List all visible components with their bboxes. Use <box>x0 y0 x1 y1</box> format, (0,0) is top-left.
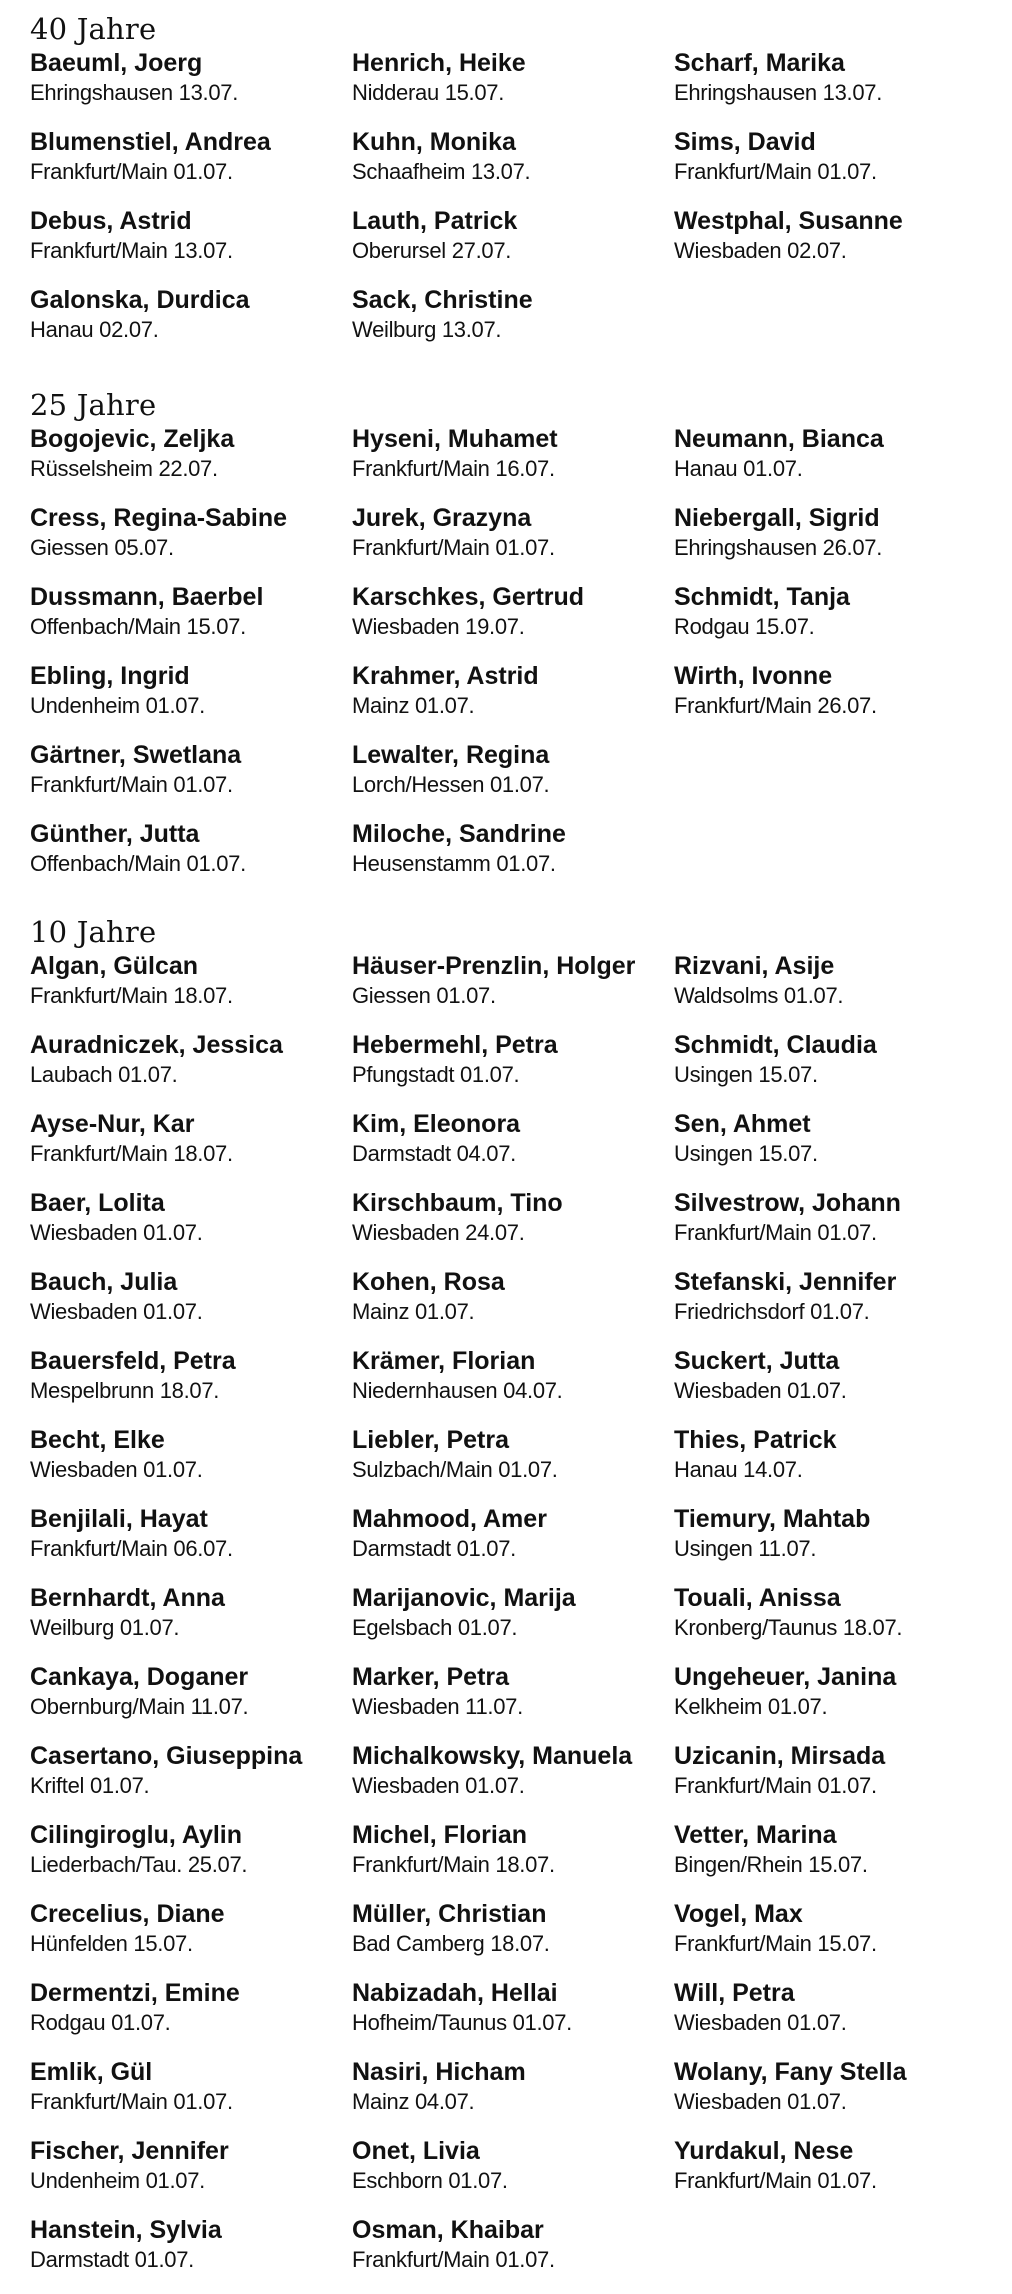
place-and-date: Liederbach/Tau. 25.07. <box>30 1852 248 1877</box>
person-name: Wolany, Fany Stella <box>674 2058 907 2086</box>
person-name: Suckert, Jutta <box>674 1347 840 1375</box>
place-and-date: Giessen 05.07. <box>30 535 174 560</box>
person-name: Silvestrow, Johann <box>674 1189 901 1217</box>
list-item <box>352 951 674 1030</box>
list-item <box>352 740 674 819</box>
place-and-date: Pfungstadt 01.07. <box>352 1062 520 1087</box>
list-item <box>674 951 990 1030</box>
place-and-date: Oberursel 27.07. <box>352 238 512 263</box>
person-name: Cankaya, Doganer <box>30 1663 249 1691</box>
list-item <box>352 1030 674 1109</box>
place-and-date: Hofheim/Taunus 01.07. <box>352 2010 572 2035</box>
section-title: 10 Jahre <box>30 915 157 949</box>
place-and-date: Eschborn 01.07. <box>352 2168 508 2193</box>
person-name: Touali, Anissa <box>674 1584 841 1612</box>
person-name: Galonska, Durdica <box>30 286 250 314</box>
place-and-date: Mainz 04.07. <box>352 2089 475 2114</box>
place-and-date: Offenbach/Main 01.07. <box>30 851 246 876</box>
list-item <box>352 424 674 503</box>
place-and-date: Ehringshausen 13.07. <box>30 80 239 105</box>
list-item <box>674 424 990 503</box>
person-name: Bauch, Julia <box>30 1268 178 1296</box>
place-and-date: Offenbach/Main 15.07. <box>30 614 246 639</box>
list-item <box>352 661 674 740</box>
person-name: Stefanski, Jennifer <box>674 1268 897 1296</box>
list-item <box>30 1267 352 1346</box>
place-and-date: Hanau 02.07. <box>30 317 159 342</box>
list-item <box>30 582 352 661</box>
person-name: Marijanovic, Marija <box>352 1584 576 1612</box>
list-item <box>30 1425 352 1504</box>
place-and-date: Wiesbaden 01.07. <box>30 1457 203 1482</box>
place-and-date: Niedernhausen 04.07. <box>352 1378 563 1403</box>
list-item <box>352 1978 674 2057</box>
place-and-date: Wiesbaden 01.07. <box>30 1220 203 1245</box>
place-and-date: Darmstadt 04.07. <box>352 1141 516 1166</box>
name-grid <box>30 424 990 898</box>
place-and-date: Waldsolms 01.07. <box>674 983 844 1008</box>
list-item <box>30 1978 352 2057</box>
list-item <box>674 1425 990 1504</box>
list-item <box>674 503 990 582</box>
place-and-date: Frankfurt/Main 01.07. <box>674 2168 877 2193</box>
list-item <box>352 127 674 206</box>
person-name: Nabizadah, Hellai <box>352 1979 558 2007</box>
place-and-date: Usingen 11.07. <box>674 1536 817 1561</box>
person-name: Neumann, Bianca <box>674 425 884 453</box>
place-and-date: Wiesbaden 19.07. <box>352 614 525 639</box>
place-and-date: Rodgau 01.07. <box>30 2010 171 2035</box>
person-name: Benjilali, Hayat <box>30 1505 208 1533</box>
place-and-date: Frankfurt/Main 15.07. <box>674 1931 877 1956</box>
place-and-date: Kriftel 01.07. <box>30 1773 150 1798</box>
person-name: Emlik, Gül <box>30 2058 153 2086</box>
place-and-date: Wiesbaden 01.07. <box>674 1378 847 1403</box>
list-item <box>352 1820 674 1899</box>
list-item <box>30 1741 352 1820</box>
person-name: Müller, Christian <box>352 1900 547 1928</box>
person-name: Kuhn, Monika <box>352 128 516 156</box>
place-and-date: Kelkheim 01.07. <box>674 1694 828 1719</box>
list-item <box>352 1583 674 1662</box>
place-and-date: Friedrichsdorf 01.07. <box>674 1299 870 1324</box>
list-item <box>674 1820 990 1899</box>
place-and-date: Rodgau 15.07. <box>674 614 815 639</box>
person-name: Lewalter, Regina <box>352 741 550 769</box>
person-name: Ayse-Nur, Kar <box>30 1110 195 1138</box>
person-name: Liebler, Petra <box>352 1426 510 1454</box>
list-item <box>352 1899 674 1978</box>
list-item <box>30 48 352 127</box>
person-name: Schmidt, Tanja <box>674 583 850 611</box>
place-and-date: Darmstadt 01.07. <box>352 1536 516 1561</box>
person-name: Yurdakul, Nese <box>674 2137 854 2165</box>
person-name: Ungeheuer, Janina <box>674 1663 897 1691</box>
place-and-date: Frankfurt/Main 01.07. <box>352 2247 555 2272</box>
list-item <box>674 1030 990 1109</box>
person-name: Lauth, Patrick <box>352 207 518 235</box>
person-name: Onet, Livia <box>352 2137 480 2165</box>
list-item <box>30 1030 352 1109</box>
list-item <box>352 582 674 661</box>
place-and-date: Mainz 01.07. <box>352 693 475 718</box>
list-item <box>30 740 352 819</box>
place-and-date: Rüsselsheim 22.07. <box>30 456 218 481</box>
place-and-date: Wiesbaden 24.07. <box>352 1220 525 1245</box>
place-and-date: Frankfurt/Main 01.07. <box>674 1773 877 1798</box>
place-and-date: Wiesbaden 01.07. <box>674 2010 847 2035</box>
person-name: Bernhardt, Anna <box>30 1584 225 1612</box>
list-item <box>352 819 674 898</box>
list-item <box>352 206 674 285</box>
person-name: Wirth, Ivonne <box>674 662 833 690</box>
list-item <box>30 951 352 1030</box>
person-name: Nasiri, Hicham <box>352 2058 526 2086</box>
list-item <box>352 2057 674 2136</box>
person-name: Cilingiroglu, Aylin <box>30 1821 243 1849</box>
place-and-date: Hünfelden 15.07. <box>30 1931 193 1956</box>
list-item <box>30 503 352 582</box>
list-item <box>674 1346 990 1425</box>
person-name: Westphal, Susanne <box>674 207 903 235</box>
person-name: Auradniczek, Jessica <box>30 1031 283 1059</box>
person-name: Vogel, Max <box>674 1900 803 1928</box>
place-and-date: Frankfurt/Main 01.07. <box>352 535 555 560</box>
anniversary-section <box>30 913 990 2294</box>
person-name: Becht, Elke <box>30 1426 165 1454</box>
list-item <box>674 1899 990 1978</box>
person-name: Scharf, Marika <box>674 49 845 77</box>
person-name: Häuser-Prenzlin, Holger <box>352 952 636 980</box>
person-name: Thies, Patrick <box>674 1426 837 1454</box>
person-name: Baeuml, Joerg <box>30 49 203 77</box>
person-name: Dussmann, Baerbel <box>30 583 264 611</box>
list-item <box>674 1662 990 1741</box>
place-and-date: Frankfurt/Main 13.07. <box>30 238 233 263</box>
section-title: 25 Jahre <box>30 388 157 422</box>
list-item <box>30 661 352 740</box>
list-item <box>674 661 990 740</box>
person-name: Tiemury, Mahtab <box>674 1505 871 1533</box>
list-item <box>30 285 352 364</box>
anniversary-list <box>30 10 990 2294</box>
person-name: Karschkes, Gertrud <box>352 583 585 611</box>
person-name: Kirschbaum, Tino <box>352 1189 563 1217</box>
list-item <box>352 1504 674 1583</box>
person-name: Michel, Florian <box>352 1821 528 1849</box>
list-item <box>352 1188 674 1267</box>
list-item <box>352 2136 674 2215</box>
list-item <box>674 1583 990 1662</box>
list-item <box>352 2215 674 2294</box>
place-and-date: Frankfurt/Main 01.07. <box>30 159 233 184</box>
name-grid <box>30 48 990 364</box>
person-name: Sack, Christine <box>352 286 533 314</box>
place-and-date: Frankfurt/Main 26.07. <box>674 693 877 718</box>
place-and-date: Schaafheim 13.07. <box>352 159 531 184</box>
list-item <box>674 2136 990 2215</box>
place-and-date: Egelsbach 01.07. <box>352 1615 518 1640</box>
place-and-date: Frankfurt/Main 16.07. <box>352 456 555 481</box>
person-name: Bogojevic, Zeljka <box>30 425 235 453</box>
list-item <box>352 1741 674 1820</box>
place-and-date: Mespelbrunn 18.07. <box>30 1378 220 1403</box>
person-name: Gärtner, Swetlana <box>30 741 242 769</box>
place-and-date: Wiesbaden 11.07. <box>352 1694 523 1719</box>
anniversary-section <box>30 10 990 364</box>
person-name: Cress, Regina-Sabine <box>30 504 288 532</box>
list-item <box>674 206 990 285</box>
list-item <box>30 206 352 285</box>
person-name: Debus, Astrid <box>30 207 192 235</box>
list-item <box>674 1741 990 1820</box>
person-name: Uzicanin, Mirsada <box>674 1742 886 1770</box>
list-item <box>352 1425 674 1504</box>
person-name: Marker, Petra <box>352 1663 510 1691</box>
place-and-date: Frankfurt/Main 01.07. <box>674 159 877 184</box>
place-and-date: Frankfurt/Main 06.07. <box>30 1536 233 1561</box>
list-item <box>674 2057 990 2136</box>
place-and-date: Frankfurt/Main 18.07. <box>352 1852 555 1877</box>
person-name: Kohen, Rosa <box>352 1268 505 1296</box>
place-and-date: Frankfurt/Main 18.07. <box>30 1141 233 1166</box>
list-item <box>352 1662 674 1741</box>
place-and-date: Kronberg/Taunus 18.07. <box>674 1615 903 1640</box>
person-name: Niebergall, Sigrid <box>674 504 880 532</box>
place-and-date: Frankfurt/Main 01.07. <box>30 772 233 797</box>
place-and-date: Hanau 14.07. <box>674 1457 803 1482</box>
person-name: Dermentzi, Emine <box>30 1979 240 2007</box>
list-item <box>30 1820 352 1899</box>
list-item <box>30 127 352 206</box>
section-title: 40 Jahre <box>30 12 157 46</box>
place-and-date: Usingen 15.07. <box>674 1141 818 1166</box>
place-and-date: Bad Camberg 18.07. <box>352 1931 550 1956</box>
person-name: Jurek, Grazyna <box>352 504 532 532</box>
list-item <box>30 1188 352 1267</box>
place-and-date: Weilburg 13.07. <box>352 317 502 342</box>
person-name: Sims, David <box>674 128 816 156</box>
person-name: Baer, Lolita <box>30 1189 165 1217</box>
person-name: Miloche, Sandrine <box>352 820 566 848</box>
person-name: Algan, Gülcan <box>30 952 199 980</box>
place-and-date: Heusenstamm 01.07. <box>352 851 556 876</box>
list-item <box>30 1662 352 1741</box>
list-item <box>30 819 352 898</box>
person-name: Fischer, Jennifer <box>30 2137 229 2165</box>
place-and-date: Frankfurt/Main 01.07. <box>674 1220 877 1245</box>
place-and-date: Sulzbach/Main 01.07. <box>352 1457 558 1482</box>
list-item <box>352 503 674 582</box>
place-and-date: Undenheim 01.07. <box>30 693 205 718</box>
person-name: Rizvani, Asije <box>674 952 835 980</box>
place-and-date: Usingen 15.07. <box>674 1062 818 1087</box>
person-name: Ebling, Ingrid <box>30 662 190 690</box>
list-item <box>30 2057 352 2136</box>
list-item <box>30 2136 352 2215</box>
list-item <box>30 1899 352 1978</box>
place-and-date: Darmstadt 01.07. <box>30 2247 194 2272</box>
list-item <box>674 1978 990 2057</box>
list-item <box>30 1346 352 1425</box>
list-item <box>674 1109 990 1188</box>
anniversary-section <box>30 386 990 898</box>
person-name: Günther, Jutta <box>30 820 200 848</box>
list-item <box>674 1267 990 1346</box>
person-name: Krämer, Florian <box>352 1347 536 1375</box>
person-name: Hebermehl, Petra <box>352 1031 558 1059</box>
place-and-date: Lorch/Hessen 01.07. <box>352 772 550 797</box>
person-name: Osman, Khaibar <box>352 2216 544 2244</box>
list-item <box>352 1267 674 1346</box>
person-name: Sen, Ahmet <box>674 1110 811 1138</box>
person-name: Schmidt, Claudia <box>674 1031 877 1059</box>
list-item <box>352 48 674 127</box>
person-name: Hanstein, Sylvia <box>30 2216 222 2244</box>
place-and-date: Wiesbaden 01.07. <box>352 1773 525 1798</box>
list-item <box>674 1188 990 1267</box>
place-and-date: Giessen 01.07. <box>352 983 496 1008</box>
list-item <box>30 2215 352 2294</box>
place-and-date: Bingen/Rhein 15.07. <box>674 1852 868 1877</box>
list-item <box>30 1504 352 1583</box>
person-name: Crecelius, Diane <box>30 1900 225 1928</box>
list-item <box>30 424 352 503</box>
place-and-date: Mainz 01.07. <box>352 1299 475 1324</box>
list-item <box>674 48 990 127</box>
place-and-date: Ehringshausen 26.07. <box>674 535 883 560</box>
person-name: Krahmer, Astrid <box>352 662 539 690</box>
person-name: Bauersfeld, Petra <box>30 1347 236 1375</box>
person-name: Blumenstiel, Andrea <box>30 128 271 156</box>
place-and-date: Hanau 01.07. <box>674 456 803 481</box>
person-name: Vetter, Marina <box>674 1821 837 1849</box>
list-item <box>352 1109 674 1188</box>
person-name: Casertano, Giuseppina <box>30 1742 303 1770</box>
place-and-date: Frankfurt/Main 01.07. <box>30 2089 233 2114</box>
place-and-date: Laubach 01.07. <box>30 1062 178 1087</box>
person-name: Henrich, Heike <box>352 49 526 77</box>
place-and-date: Wiesbaden 01.07. <box>674 2089 847 2114</box>
person-name: Kim, Eleonora <box>352 1110 521 1138</box>
list-item <box>674 582 990 661</box>
place-and-date: Undenheim 01.07. <box>30 2168 205 2193</box>
person-name: Will, Petra <box>674 1979 795 2007</box>
place-and-date: Obernburg/Main 11.07. <box>30 1694 249 1719</box>
person-name: Michalkowsky, Manuela <box>352 1742 633 1770</box>
place-and-date: Nidderau 15.07. <box>352 80 505 105</box>
person-name: Hyseni, Muhamet <box>352 425 558 453</box>
place-and-date: Wiesbaden 02.07. <box>674 238 847 263</box>
list-item <box>674 1504 990 1583</box>
list-item <box>352 1346 674 1425</box>
place-and-date: Weilburg 01.07. <box>30 1615 180 1640</box>
place-and-date: Frankfurt/Main 18.07. <box>30 983 233 1008</box>
person-name: Mahmood, Amer <box>352 1505 547 1533</box>
list-item <box>30 1583 352 1662</box>
list-item <box>352 285 674 364</box>
list-item <box>674 127 990 206</box>
place-and-date: Ehringshausen 13.07. <box>674 80 883 105</box>
name-grid <box>30 951 990 2294</box>
place-and-date: Wiesbaden 01.07. <box>30 1299 203 1324</box>
list-item <box>30 1109 352 1188</box>
